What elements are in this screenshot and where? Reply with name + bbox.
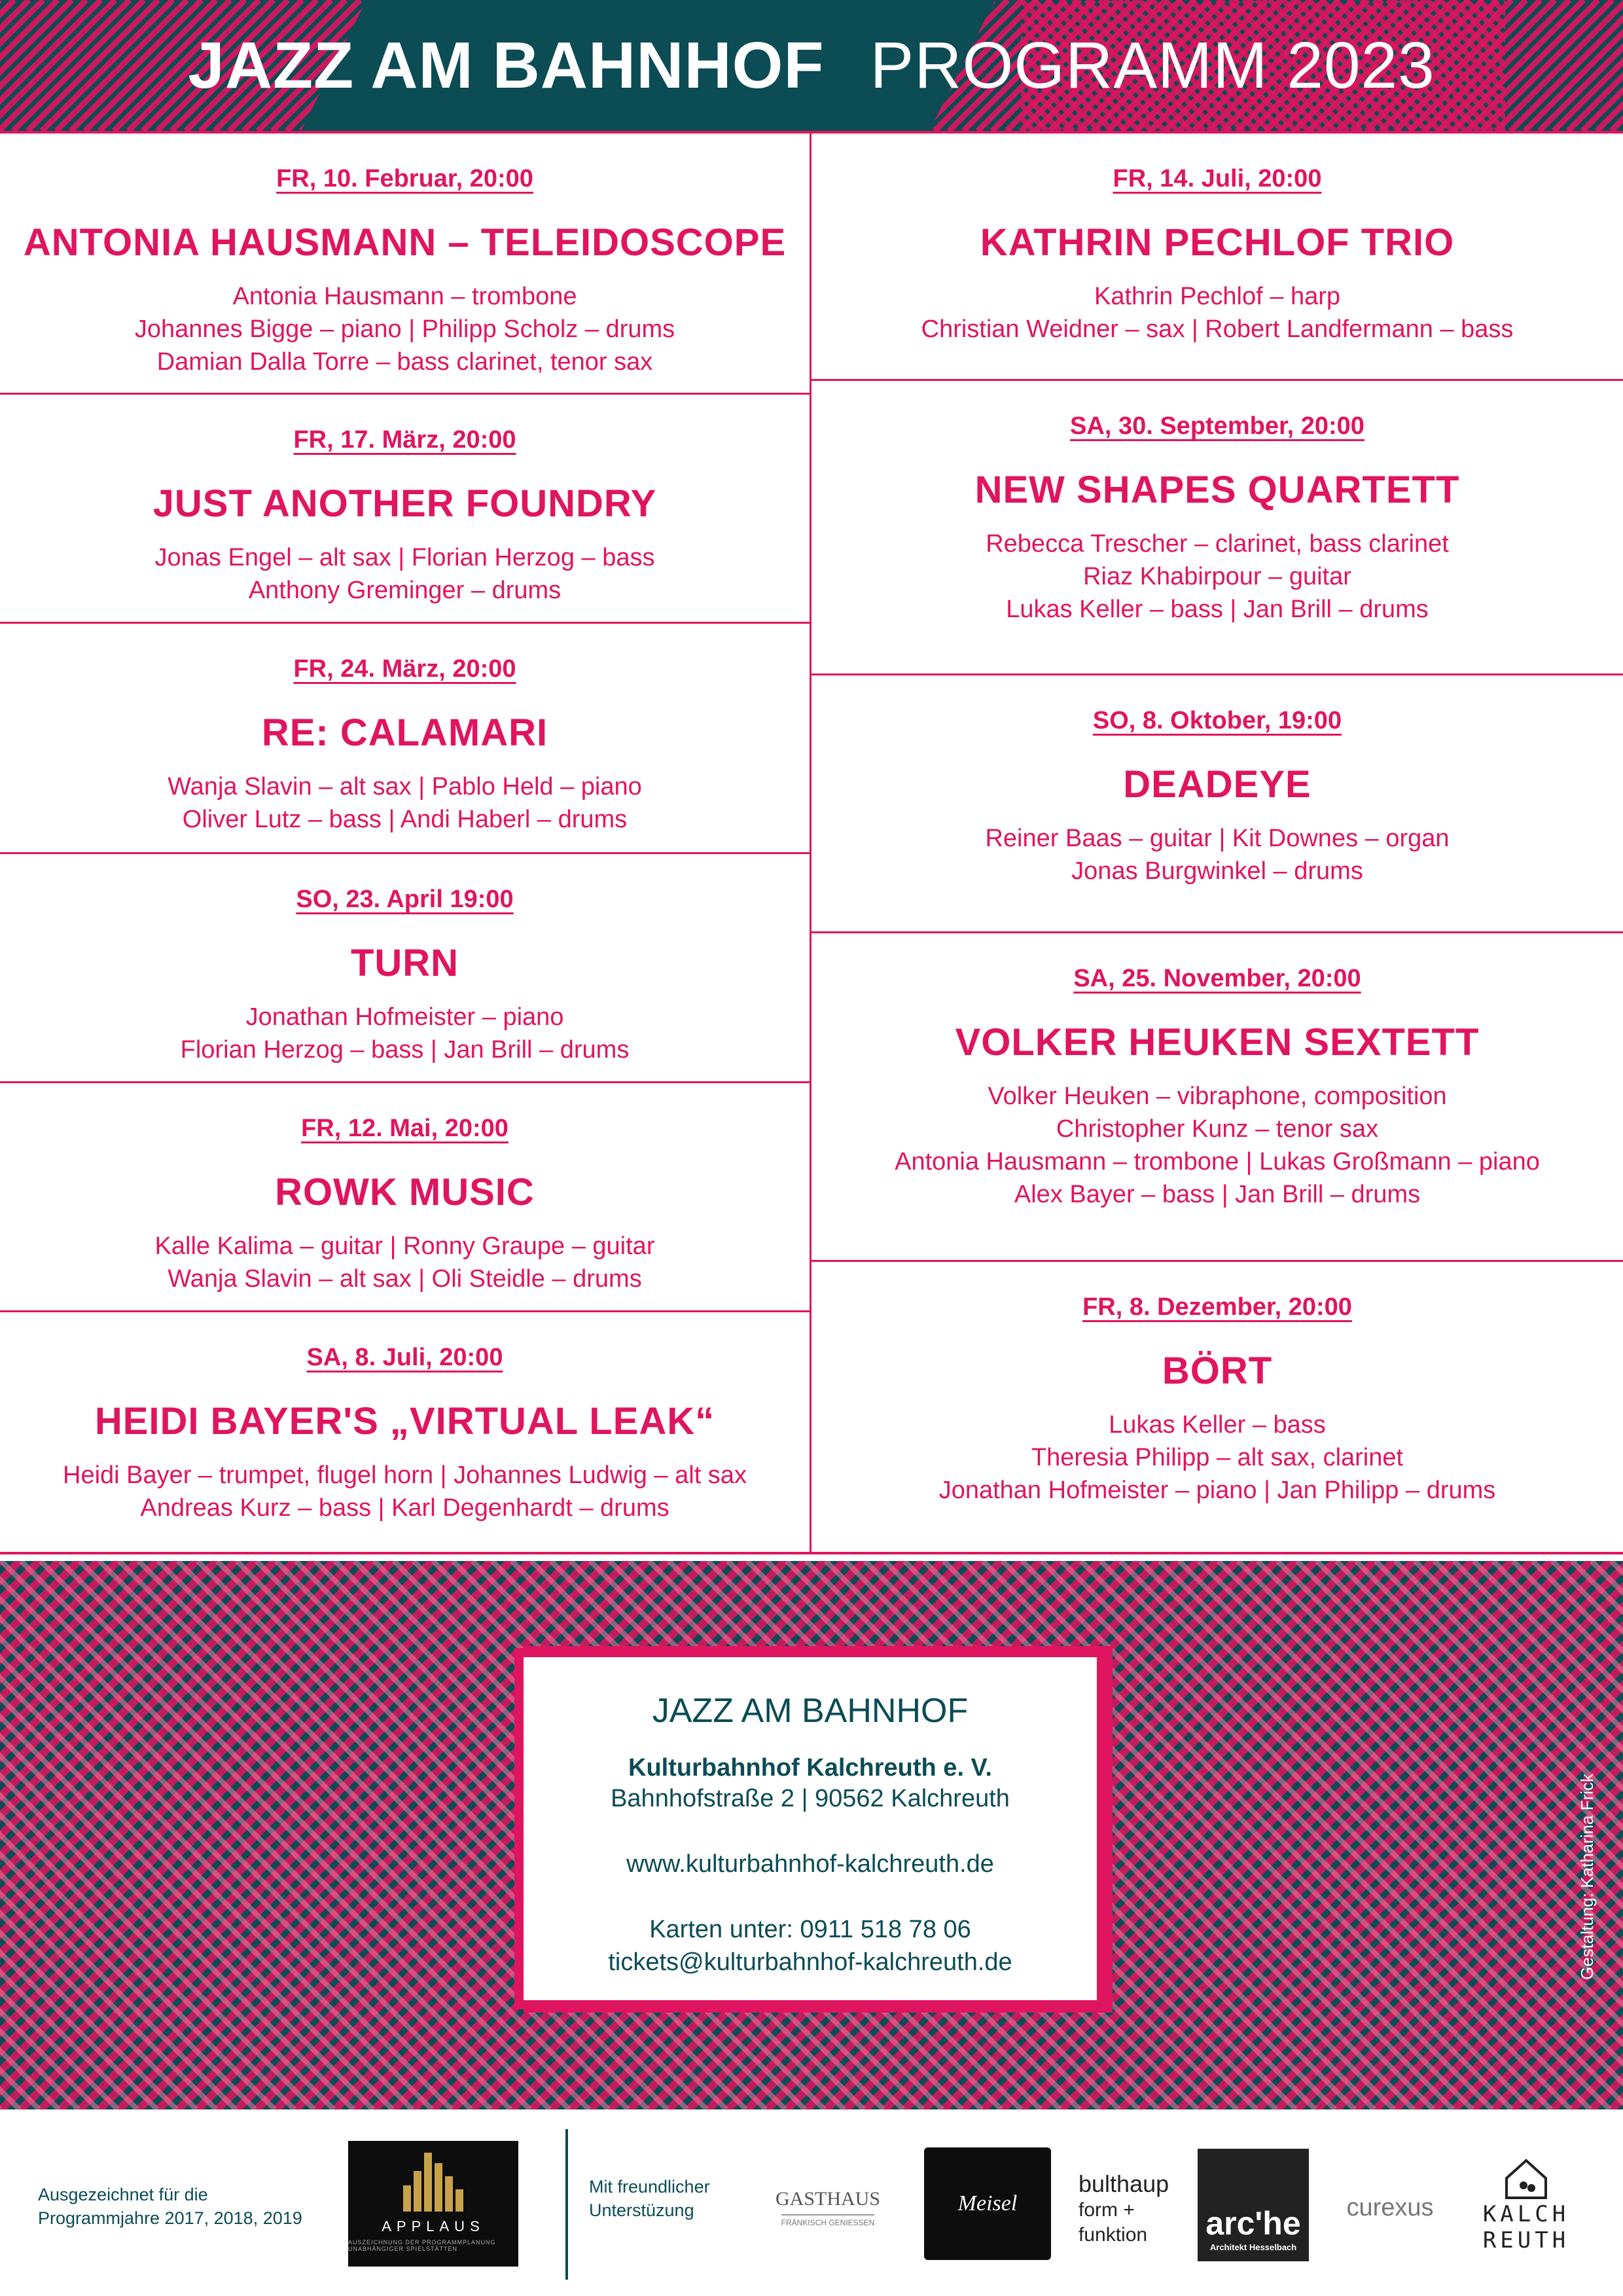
lineup-line: Jonas Burgwinkel – drums [1071, 857, 1363, 885]
lineup-line: Antonia Hausmann – trombone | Lukas Großmann – piano [895, 1148, 1540, 1175]
lineup-line: Lukas Keller – bass | Jan Brill – drums [1006, 596, 1429, 623]
event-lineup [985, 822, 1449, 888]
lineup-line: Florian Herzog – bass | Jan Brill – drums [180, 1036, 630, 1064]
ticket-phone: Karten unter: 0911 518 78 06 [649, 1916, 971, 1943]
program-column-right [812, 134, 1623, 1554]
event-lineup [895, 1080, 1540, 1211]
applaus-subtitle: AUSZEICHNUNG DER PROGRAMMPLANUNG UNABHÄNGIGER SPIELSTÄTTEN [348, 2239, 496, 2252]
lineup-line: Johannes Bigge – piano | Philipp Scholz – drums [134, 315, 675, 343]
sponsor-tagline: Architekt Hesselbach [1209, 2242, 1297, 2252]
event-card [0, 624, 810, 854]
event-card [812, 675, 1623, 933]
info-organisation: Kulturbahnhof Kalchreuth e. V. [628, 1754, 992, 1782]
event-title: VOLKER HEUKEN SEXTETT [955, 1021, 1480, 1064]
applaus-name: APPLAUS [382, 2218, 485, 2234]
sponsor-meisel-logo [924, 2147, 1051, 2260]
sponsor-gasthaus-logo [753, 2155, 903, 2260]
sponsor-name: curexus [1346, 2193, 1434, 2221]
support-line: Mit freundlicher [589, 2177, 710, 2197]
event-title: HEIDI BAYER'S „VIRTUAL LEAK“ [94, 1400, 715, 1443]
sponsor-tagline: form + [1079, 2199, 1135, 2221]
ticket-email-link[interactable]: tickets@kulturbahnhof-kalchreuth.de [608, 1948, 1012, 1976]
sponsor-name: KALCH [1482, 2201, 1570, 2227]
event-title: DEADEYE [1123, 763, 1311, 806]
lineup-line: Andreas Kurz – bass | Karl Degenhardt – drums [140, 1494, 669, 1522]
lineup-line: Volker Heuken – vibraphone, composition [988, 1083, 1447, 1110]
program-grid [0, 131, 1623, 1554]
event-lineup [181, 1001, 630, 1066]
lineup-line: Oliver Lutz – bass | Andi Haberl – drums [182, 806, 628, 833]
lineup-line: Reiner Baas – guitar | Kit Downes – organ [985, 825, 1450, 852]
sponsor-name: Meisel [957, 2191, 1018, 2215]
lineup-line: Alex Bayer – bass | Jan Brill – drums [1014, 1181, 1421, 1208]
sponsor-name: GASTHAUS [775, 2188, 881, 2210]
lineup-line: Antonia Hausmann – trombone [232, 283, 577, 310]
event-date: FR, 17. März, 20:00 [293, 426, 516, 454]
event-lineup [155, 541, 655, 607]
support-text [589, 2175, 710, 2222]
website-link[interactable]: www.kulturbahnhof-kalchreuth.de [626, 1850, 994, 1878]
event-date: FR, 12. Mai, 20:00 [301, 1115, 508, 1142]
applaus-logo [348, 2141, 518, 2267]
lineup-line: Anthony Greminger – drums [248, 577, 562, 604]
event-lineup [921, 280, 1514, 346]
event-title: NEW SHAPES QUARTETT [974, 469, 1460, 511]
lineup-line: Lukas Keller – bass [1109, 1411, 1326, 1439]
event-card [0, 395, 810, 624]
event-card [0, 1083, 810, 1312]
lineup-line: Riaz Khabirpour – guitar [1083, 563, 1351, 590]
footer [0, 2109, 1623, 2296]
info-address: Bahnhofstraße 2 | 90562 Kalchreuth [611, 1785, 1010, 1812]
sponsor-bulthaup-logo [1079, 2157, 1190, 2261]
page-title [0, 0, 1623, 131]
event-date: SO, 23. April 19:00 [296, 886, 514, 913]
event-date: FR, 24. März, 20:00 [293, 655, 516, 683]
event-card [0, 134, 810, 395]
lineup-line: Kalle Kalima – guitar | Ronny Graupe – guitar [154, 1232, 655, 1260]
lineup-line: Christopher Kunz – tenor sax [1056, 1115, 1379, 1143]
support-line: Unterstüzung [589, 2200, 694, 2220]
award-text [38, 2183, 302, 2230]
event-card [812, 381, 1623, 675]
event-date: SA, 30. September, 20:00 [1070, 412, 1364, 440]
event-card [812, 933, 1623, 1262]
event-card [812, 134, 1623, 381]
event-card [0, 854, 810, 1083]
event-lineup [986, 528, 1449, 626]
event-lineup [63, 1459, 747, 1524]
event-title: JUST ANOTHER FOUNDRY [152, 482, 657, 525]
event-date: SA, 25. November, 20:00 [1073, 965, 1361, 992]
lineup-line: Theresia Philipp – alt sax, clarinet [1031, 1444, 1404, 1471]
sponsor-name: bulthaup [1079, 2170, 1169, 2197]
event-title: BÖRT [1162, 1350, 1273, 1392]
sponsor-kalchreuth-logo [1480, 2142, 1572, 2267]
event-date: FR, 10. Februar, 20:00 [276, 165, 533, 192]
event-date: FR, 8. Dezember, 20:00 [1082, 1293, 1352, 1321]
award-line: Ausgezeichnet für die [38, 2185, 208, 2204]
contact-info-box [514, 1648, 1106, 2009]
event-card [0, 1312, 810, 1554]
program-column-left [0, 134, 812, 1554]
event-title: TURN [350, 942, 459, 984]
info-title: JAZZ AM BAHNHOF [652, 1692, 969, 1730]
event-date: FR, 14. Juli, 20:00 [1113, 165, 1322, 192]
event-title: KATHRIN PECHLOF TRIO [980, 221, 1455, 264]
lineup-line: Wanja Slavin – alt sax | Pablo Held – piano [168, 773, 642, 800]
event-lineup [155, 1230, 655, 1295]
lineup-line: Christian Weidner – sax | Robert Landfermann – bass [921, 315, 1514, 343]
event-lineup [168, 770, 642, 836]
lineup-line: Heidi Bayer – trumpet, flugel horn | Johannes Ludwig – alt sax [63, 1462, 747, 1489]
sponsor-tagline: FRÄNKISCH GENIESSEN [781, 2214, 875, 2227]
house-icon [1500, 2155, 1552, 2201]
title-light: PROGRAMM 2023 [870, 28, 1435, 102]
pattern-band [0, 1561, 1623, 2109]
event-title: ROWK MUSIC [275, 1171, 535, 1213]
lineup-line: Wanja Slavin – alt sax | Oli Steidle – drums [168, 1265, 642, 1293]
title-bold: JAZZ AM BAHNHOF [188, 28, 825, 102]
event-card [812, 1262, 1623, 1554]
sponsor-name: REUTH [1482, 2227, 1570, 2253]
lineup-line: Kathrin Pechlof – harp [1094, 283, 1340, 310]
lineup-line: Jonas Engel – alt sax | Florian Herzog – bass [154, 544, 655, 571]
header-banner [0, 0, 1623, 131]
lineup-line: Jonathan Hofmeister – piano | Jan Philipp – drums [938, 1477, 1496, 1504]
sponsor-curexus-logo [1325, 2181, 1455, 2234]
event-title: ANTONIA HAUSMANN – TELEIDOSCOPE [23, 221, 787, 264]
lineup-line: Damian Dalla Torre – bass clarinet, tenor sax [156, 348, 653, 376]
sponsor-name: arc'he [1205, 2205, 1301, 2242]
lineup-line: Jonathan Hofmeister – piano [245, 1003, 564, 1031]
event-title: RE: CALAMARI [261, 711, 548, 754]
lineup-line: Rebecca Trescher – clarinet, bass clarinet [986, 530, 1449, 558]
award-line: Programmjahre 2017, 2018, 2019 [38, 2208, 302, 2228]
event-lineup [939, 1408, 1496, 1507]
applaus-bars-icon [403, 2153, 463, 2212]
event-date: SO, 8. Oktober, 19:00 [1092, 707, 1342, 734]
sponsor-arche-logo [1198, 2149, 1309, 2261]
event-lineup [135, 280, 675, 378]
footer-divider [565, 2129, 568, 2280]
sponsor-tagline: funktion [1079, 2224, 1148, 2246]
design-credit: Gestaltung: Katharina Frick [1577, 1773, 1597, 1980]
event-date: SA, 8. Juli, 20:00 [306, 1344, 503, 1371]
